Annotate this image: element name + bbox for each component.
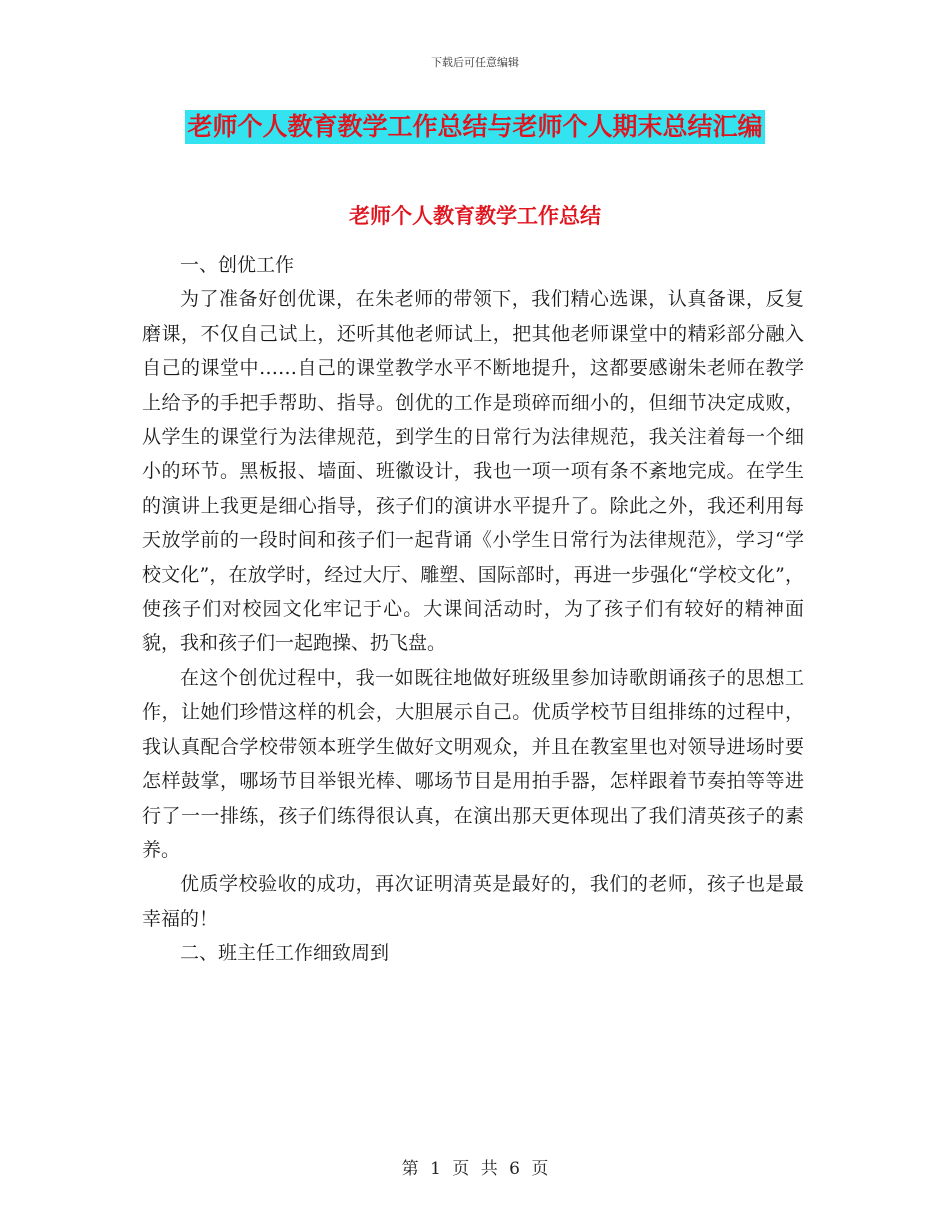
document-title: 老师个人教育教学工作总结与老师个人期末总结汇编 <box>185 110 764 144</box>
body-paragraph: 在这个创优过程中，我一如既往地做好班级里参加诗歌朗诵孩子的思想工作，让她们珍惜这样的机会，大胆展示自己。优质学校节目组排练的过程中，我认真配合学校带领本班学生做好文明观众，并且在教室里也对领导进场时要怎样鼓掌，哪场节目举银光棒、哪场节目是用拍手器，怎样跟着节奏拍等等进行了一一排练，孩子们练得很认真，在演出那天更体现出了我们清英孩子的素养。 <box>142 666 804 861</box>
heading-class-teacher-work: 二、班主任工作细致周到 <box>180 942 390 965</box>
body-paragraph: 优质学校验收的成功，再次证明清英是最好的，我们的老师，孩子也是最幸福的！ <box>142 873 804 930</box>
page-header-note: 下载后可任意编辑 <box>431 56 519 69</box>
body-paragraph: 为了准备好创优课，在朱老师的带领下，我们精心选课，认真备课，反复磨课，不仅自己试上，还听其他老师试上，把其他老师课堂中的精彩部分融入自己的课堂中……自己的课堂教学水平不断地提升，这都要感谢朱老师在教学上给予的手把手帮助、指导。创优的工作是琐碎而细小的，但细节决定成败，从学生的课堂行为法律规范，到学生的日常行为法律规范，我关注着每一个细小的环节。黑板报、墙面、班徽设计，我也一项一项有条不紊地完成。在学生的演讲上我更是细心指导，孩子们的演讲水平提升了。除此之外，我还利用每天放学前的一段时间和孩子们一起背诵《小学生日常行为法律规范》，学习“学校文化”，在放学时，经过大厅、雕塑、国际部时，再进一步强化“学校文化”，使孩子们对校园文化牢记于心。大课间活动时，为了孩子们有较好的精神面貌，我和孩子们一起跑操、扔飞盘。 <box>142 288 804 655</box>
heading-innovation-work: 一、创优工作 <box>180 254 295 276</box>
section-title: 老师个人教育教学工作总结 <box>349 203 601 228</box>
document-title-wrap <box>0 110 950 144</box>
page-number: 第 1 页 共 6 页 <box>401 1159 549 1179</box>
document-body <box>142 248 804 971</box>
